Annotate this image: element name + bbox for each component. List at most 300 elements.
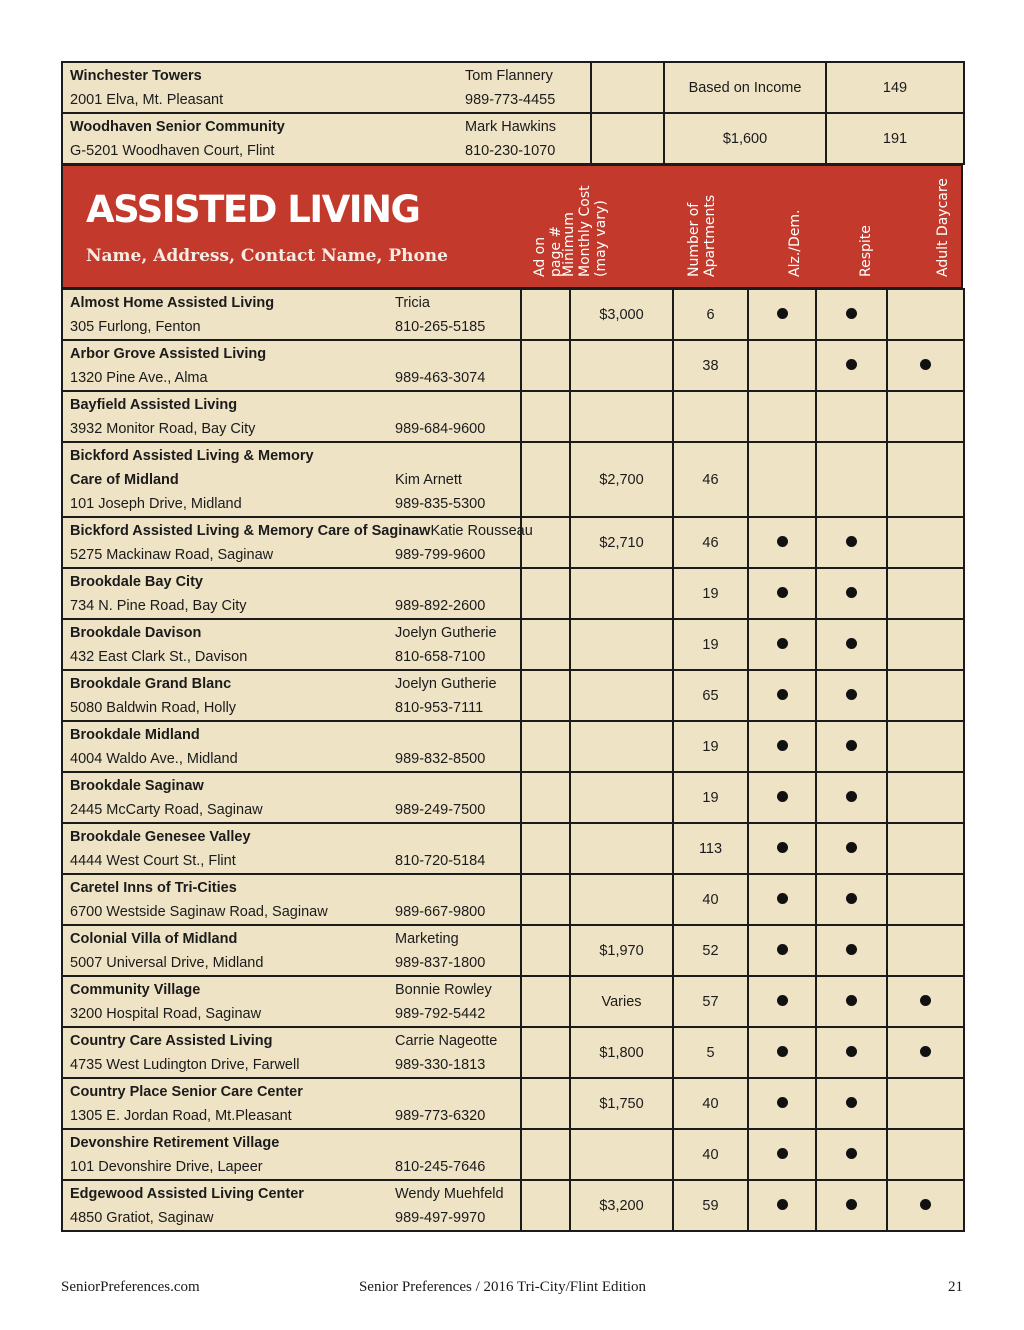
bullet-icon [846,1097,857,1108]
address-line [70,492,513,516]
listing-info [62,442,521,517]
contact-name: Tricia [395,294,430,311]
table-row [62,823,964,874]
listing-info [62,925,521,976]
bullet-icon [846,587,857,598]
name-line [70,774,513,798]
listing-info [62,976,521,1027]
name-line [70,444,513,468]
facility-name: Country Care Assisted Living [70,1032,273,1049]
phone-number: 989-463-3074 [395,369,486,386]
address-line [70,951,513,975]
assisted-living-table [61,288,965,1232]
contact-name [395,723,513,747]
adult-daycare-cell [887,568,964,619]
bullet-icon [777,944,788,955]
cost-cell: Varies [570,976,673,1027]
respite-cell [816,568,887,619]
contact-name: Joelyn Gutherie [395,624,497,641]
independent-living-table-continued [61,61,965,165]
address-line [70,1206,513,1230]
column-header-minimum-cost: Minimum Monthly Cost (may vary) [561,185,609,277]
column-header-ad-page: Ad on page # [532,225,564,277]
name-line [70,342,513,366]
alz-dem-cell [748,670,816,721]
column-header-respite: Respite [858,225,874,277]
bullet-icon [777,638,788,649]
bullet-icon [777,689,788,700]
alz-dem-cell [748,925,816,976]
ad-page-cell [521,772,570,823]
apartments-cell: 40 [673,874,748,925]
phone-number: 989-773-4455 [465,91,556,108]
bullet-icon [846,842,857,853]
apartments-cell: 19 [673,619,748,670]
facility-name: Devonshire Retirement Village [70,1134,280,1151]
adult-daycare-cell [887,823,964,874]
apartments-cell: 59 [673,1180,748,1231]
listing-info [62,772,521,823]
cost-cell: $1,600 [664,113,826,164]
listing-info [62,619,521,670]
address-line [70,139,583,163]
name-line [70,468,513,492]
facility-address: 5080 Baldwin Road, Holly [70,699,237,716]
facility-name: Arbor Grove Assisted Living [70,345,267,362]
name-line [70,723,513,747]
respite-cell [816,823,887,874]
ad-page-cell [521,619,570,670]
facility-address: 4444 West Court St., Flint [70,852,236,869]
address-line [70,849,513,873]
alz-dem-cell [748,619,816,670]
phone-number: 989-832-8500 [395,750,486,767]
cost-cell: $1,800 [570,1027,673,1078]
listing-info [62,568,521,619]
cost-cell: $1,750 [570,1078,673,1129]
address-line [70,594,513,618]
ad-page-cell [521,670,570,721]
facility-name: Colonial Villa of Midland [70,930,238,947]
facility-address: 4850 Gratiot, Saginaw [70,1209,214,1226]
address-line [70,696,513,720]
respite-cell [816,340,887,391]
table-row [62,721,964,772]
facility-address: 3200 Hospital Road, Saginaw [70,1005,262,1022]
bullet-icon [846,638,857,649]
bullet-icon [920,995,931,1006]
facility-address: 1305 E. Jordan Road, Mt.Pleasant [70,1107,292,1124]
facility-address: 1320 Pine Ave., Alma [70,369,208,386]
name-line [70,393,513,417]
facility-name: Bickford Assisted Living & Memory Care of Saginaw [70,522,431,539]
cost-cell [570,619,673,670]
respite-cell [816,517,887,568]
respite-cell [816,670,887,721]
apartments-cell: 149 [826,62,964,113]
apartments-cell: 40 [673,1129,748,1180]
table-row [62,874,964,925]
table-row [62,62,964,113]
facility-address: 5007 Universal Drive, Midland [70,954,264,971]
adult-daycare-cell [887,925,964,976]
table-row [62,1129,964,1180]
bullet-icon [846,359,857,370]
facility-address: 734 N. Pine Road, Bay City [70,597,247,614]
adult-daycare-cell [887,1180,964,1231]
listing-info [62,517,533,568]
phone-number: 810-720-5184 [395,852,486,869]
listing-info [62,340,521,391]
bullet-icon [777,1097,788,1108]
section-subtitle: Name, Address, Contact Name, Phone [86,246,448,266]
bullet-icon [846,1148,857,1159]
address-line [70,747,513,771]
alz-dem-cell [748,517,816,568]
table-row [62,340,964,391]
phone-number: 989-684-9600 [395,420,486,437]
cost-cell: $2,710 [570,517,673,568]
facility-address: 5275 Mackinaw Road, Saginaw [70,546,274,563]
facility-name: Bayfield Assisted Living [70,396,238,413]
ad-page-cell [521,823,570,874]
facility-name: Woodhaven Senior Community [70,118,285,135]
bullet-icon [777,842,788,853]
bullet-icon [777,893,788,904]
table-row [62,670,964,721]
table-row [62,1180,964,1231]
facility-address: 6700 Westside Saginaw Road, Saginaw [70,903,328,920]
contact-name: Bonnie Rowley [395,981,492,998]
adult-daycare-cell [887,517,964,568]
contact-name [395,825,513,849]
facility-name: Edgewood Assisted Living Center [70,1185,304,1202]
name-line [70,115,583,139]
cost-cell [570,823,673,874]
footer-website: SeniorPreferences.com [61,1279,200,1295]
cost-cell: $2,700 [570,442,673,517]
alz-dem-cell [748,721,816,772]
phone-number: 989-799-9600 [395,546,486,563]
ad-page-cell [521,925,570,976]
phone-number: 810-265-5185 [395,318,486,335]
apartments-cell: 6 [673,289,748,340]
cost-cell [570,340,673,391]
facility-name: Brookdale Bay City [70,573,203,590]
address-line [70,1053,513,1077]
listing-info [62,1027,521,1078]
ad-page-cell [591,62,664,113]
listing-info [62,62,591,113]
name-line [70,876,513,900]
alz-dem-cell [748,1027,816,1078]
adult-daycare-cell [887,1078,964,1129]
facility-address: 4735 West Ludington Drive, Farwell [70,1056,300,1073]
name-line [70,825,513,849]
facility-address: 3932 Monitor Road, Bay City [70,420,256,437]
respite-cell [816,976,887,1027]
ad-page-cell [521,442,570,517]
bullet-icon [920,359,931,370]
facility-address: 2445 McCarty Road, Saginaw [70,801,263,818]
ad-page-cell [591,113,664,164]
name-line [70,672,513,696]
address-line [70,543,513,567]
adult-daycare-cell [887,874,964,925]
listing-info [62,113,591,164]
respite-cell [816,721,887,772]
listing-info [62,391,521,442]
address-line [70,798,513,822]
adult-daycare-cell [887,976,964,1027]
table-row [62,976,964,1027]
alz-dem-cell [748,568,816,619]
facility-address: 432 East Clark St., Davison [70,648,248,665]
contact-name [395,393,513,417]
alz-dem-cell [748,1129,816,1180]
ad-page-cell [521,721,570,772]
cost-cell [570,391,673,442]
alz-dem-cell [748,1078,816,1129]
page-number: 21 [948,1279,963,1295]
bullet-icon [777,1046,788,1057]
phone-number: 989-892-2600 [395,597,486,614]
apartments-cell: 191 [826,113,964,164]
phone-number: 810-230-1070 [465,142,556,159]
table-row [62,113,964,164]
respite-cell [816,1180,887,1231]
phone-number: 810-953-7111 [395,699,484,716]
phone-number: 989-667-9800 [395,903,486,920]
facility-name: Caretel Inns of Tri-Cities [70,879,237,896]
respite-cell [816,1129,887,1180]
table-row [62,1078,964,1129]
address-line [70,1002,513,1026]
listing-info [62,289,521,340]
contact-name [395,774,513,798]
contact-name: Kim Arnett [395,471,462,488]
column-header-adult-daycare: Adult Daycare [935,178,951,277]
apartments-cell: 5 [673,1027,748,1078]
respite-cell [816,442,887,517]
apartments-cell: 65 [673,670,748,721]
facility-name-continued: Care of Midland [70,471,179,488]
table-row [62,391,964,442]
listing-info [62,823,521,874]
ad-page-cell [521,874,570,925]
name-line [70,1080,513,1104]
respite-cell [816,1027,887,1078]
facility-address: 2001 Elva, Mt. Pleasant [70,91,224,108]
bullet-icon [777,740,788,751]
bullet-icon [777,587,788,598]
table-row [62,1027,964,1078]
bullet-icon [846,944,857,955]
contact-name: Katie Rousseau [430,522,533,539]
ad-page-cell [521,391,570,442]
ad-page-cell [521,1078,570,1129]
phone-number: 989-837-1800 [395,954,486,971]
alz-dem-cell [748,442,816,517]
adult-daycare-cell [887,391,964,442]
ad-page-cell [521,340,570,391]
contact-name: Carrie Nageotte [395,1032,498,1049]
bullet-icon [846,1199,857,1210]
contact-name: Mark Hawkins [465,118,557,135]
bullet-icon [846,1046,857,1057]
bullet-icon [777,308,788,319]
respite-cell [816,619,887,670]
bullet-icon [920,1199,931,1210]
address-line [70,645,513,669]
bullet-icon [846,791,857,802]
table-row [62,289,964,340]
cost-cell: Based on Income [664,62,826,113]
cost-cell: $1,970 [570,925,673,976]
alz-dem-cell [748,823,816,874]
facility-name: Brookdale Grand Blanc [70,675,232,692]
ad-page-cell [521,1129,570,1180]
cost-cell [570,1129,673,1180]
alz-dem-cell [748,772,816,823]
facility-address: G-5201 Woodhaven Court, Flint [70,142,275,159]
address-line [70,900,513,924]
bullet-icon [846,740,857,751]
name-line [70,1182,513,1206]
respite-cell [816,925,887,976]
apartments-cell [673,391,748,442]
alz-dem-cell [748,874,816,925]
phone-number: 989-497-9970 [395,1209,486,1226]
table-row [62,517,964,568]
ad-page-cell [521,1180,570,1231]
listing-info [62,721,521,772]
cost-cell [570,670,673,721]
facility-name: Winchester Towers [70,67,202,84]
cost-cell [570,772,673,823]
phone-number: 810-658-7100 [395,648,486,665]
name-line [70,621,513,645]
phone-number: 810-245-7646 [395,1158,486,1175]
apartments-cell: 46 [673,517,748,568]
ad-page-cell [521,289,570,340]
address-line [70,1155,513,1179]
adult-daycare-cell [887,340,964,391]
name-line [70,1131,513,1155]
table-row [62,619,964,670]
phone-number: 989-330-1813 [395,1056,486,1073]
address-line [70,1104,513,1128]
contact-name: Tom Flannery [465,67,553,84]
listing-info [62,1078,521,1129]
listing-info [62,1180,521,1231]
listing-info [62,874,521,925]
bullet-icon [920,1046,931,1057]
alz-dem-cell [748,391,816,442]
contact-name [395,1080,513,1104]
bullet-icon [777,1148,788,1159]
respite-cell [816,289,887,340]
facility-address: 4004 Waldo Ave., Midland [70,750,238,767]
facility-name: Brookdale Saginaw [70,777,204,794]
adult-daycare-cell [887,670,964,721]
bullet-icon [846,893,857,904]
phone-number: 989-249-7500 [395,801,486,818]
bullet-icon [777,791,788,802]
apartments-cell: 40 [673,1078,748,1129]
assisted-living-header [61,164,963,289]
facility-name: Almost Home Assisted Living [70,294,275,311]
bullet-icon [777,995,788,1006]
facility-address: 101 Joseph Drive, Midland [70,495,242,512]
section-title: ASSISTED LIVING [86,188,420,231]
cost-cell [570,721,673,772]
respite-cell [816,391,887,442]
respite-cell [816,772,887,823]
bullet-icon [777,536,788,547]
adult-daycare-cell [887,289,964,340]
apartments-cell: 38 [673,340,748,391]
table-row [62,568,964,619]
apartments-cell: 19 [673,772,748,823]
name-line [70,1029,513,1053]
cost-cell: $3,000 [570,289,673,340]
alz-dem-cell [748,289,816,340]
facility-name: Country Place Senior Care Center [70,1083,303,1100]
contact-name: Wendy Muehfeld [395,1185,504,1202]
page-footer [61,1279,963,1301]
respite-cell [816,1078,887,1129]
apartments-cell: 113 [673,823,748,874]
facility-name: Brookdale Davison [70,624,202,641]
listing-info [62,670,521,721]
adult-daycare-cell [887,442,964,517]
adult-daycare-cell [887,1129,964,1180]
cost-cell: $3,200 [570,1180,673,1231]
contact-name: Marketing [395,930,459,947]
table-row [62,442,964,517]
cost-cell [570,874,673,925]
column-header-number-of-apartments: Number of Apartments [686,194,718,277]
address-line [70,315,513,339]
adult-daycare-cell [887,1027,964,1078]
adult-daycare-cell [887,619,964,670]
bullet-icon [846,995,857,1006]
bullet-icon [777,1199,788,1210]
table-row [62,772,964,823]
adult-daycare-cell [887,721,964,772]
footer-edition: Senior Preferences / 2016 Tri-City/Flint Edition [358,1279,647,1295]
facility-address: 101 Devonshire Drive, Lapeer [70,1158,263,1175]
name-line [70,291,513,315]
phone-number: 989-773-6320 [395,1107,486,1124]
apartments-cell: 52 [673,925,748,976]
facility-name: Brookdale Genesee Valley [70,828,251,845]
address-line [70,417,513,441]
facility-name: Brookdale Midland [70,726,200,743]
address-line [70,366,513,390]
alz-dem-cell [748,1180,816,1231]
contact-name [395,1131,513,1155]
name-line [70,64,583,88]
phone-number: 989-792-5442 [395,1005,486,1022]
facility-address: 305 Furlong, Fenton [70,318,201,335]
contact-name [395,570,513,594]
apartments-cell: 19 [673,568,748,619]
phone-number: 989-835-5300 [395,495,486,512]
apartments-cell: 57 [673,976,748,1027]
contact-name [395,342,513,366]
